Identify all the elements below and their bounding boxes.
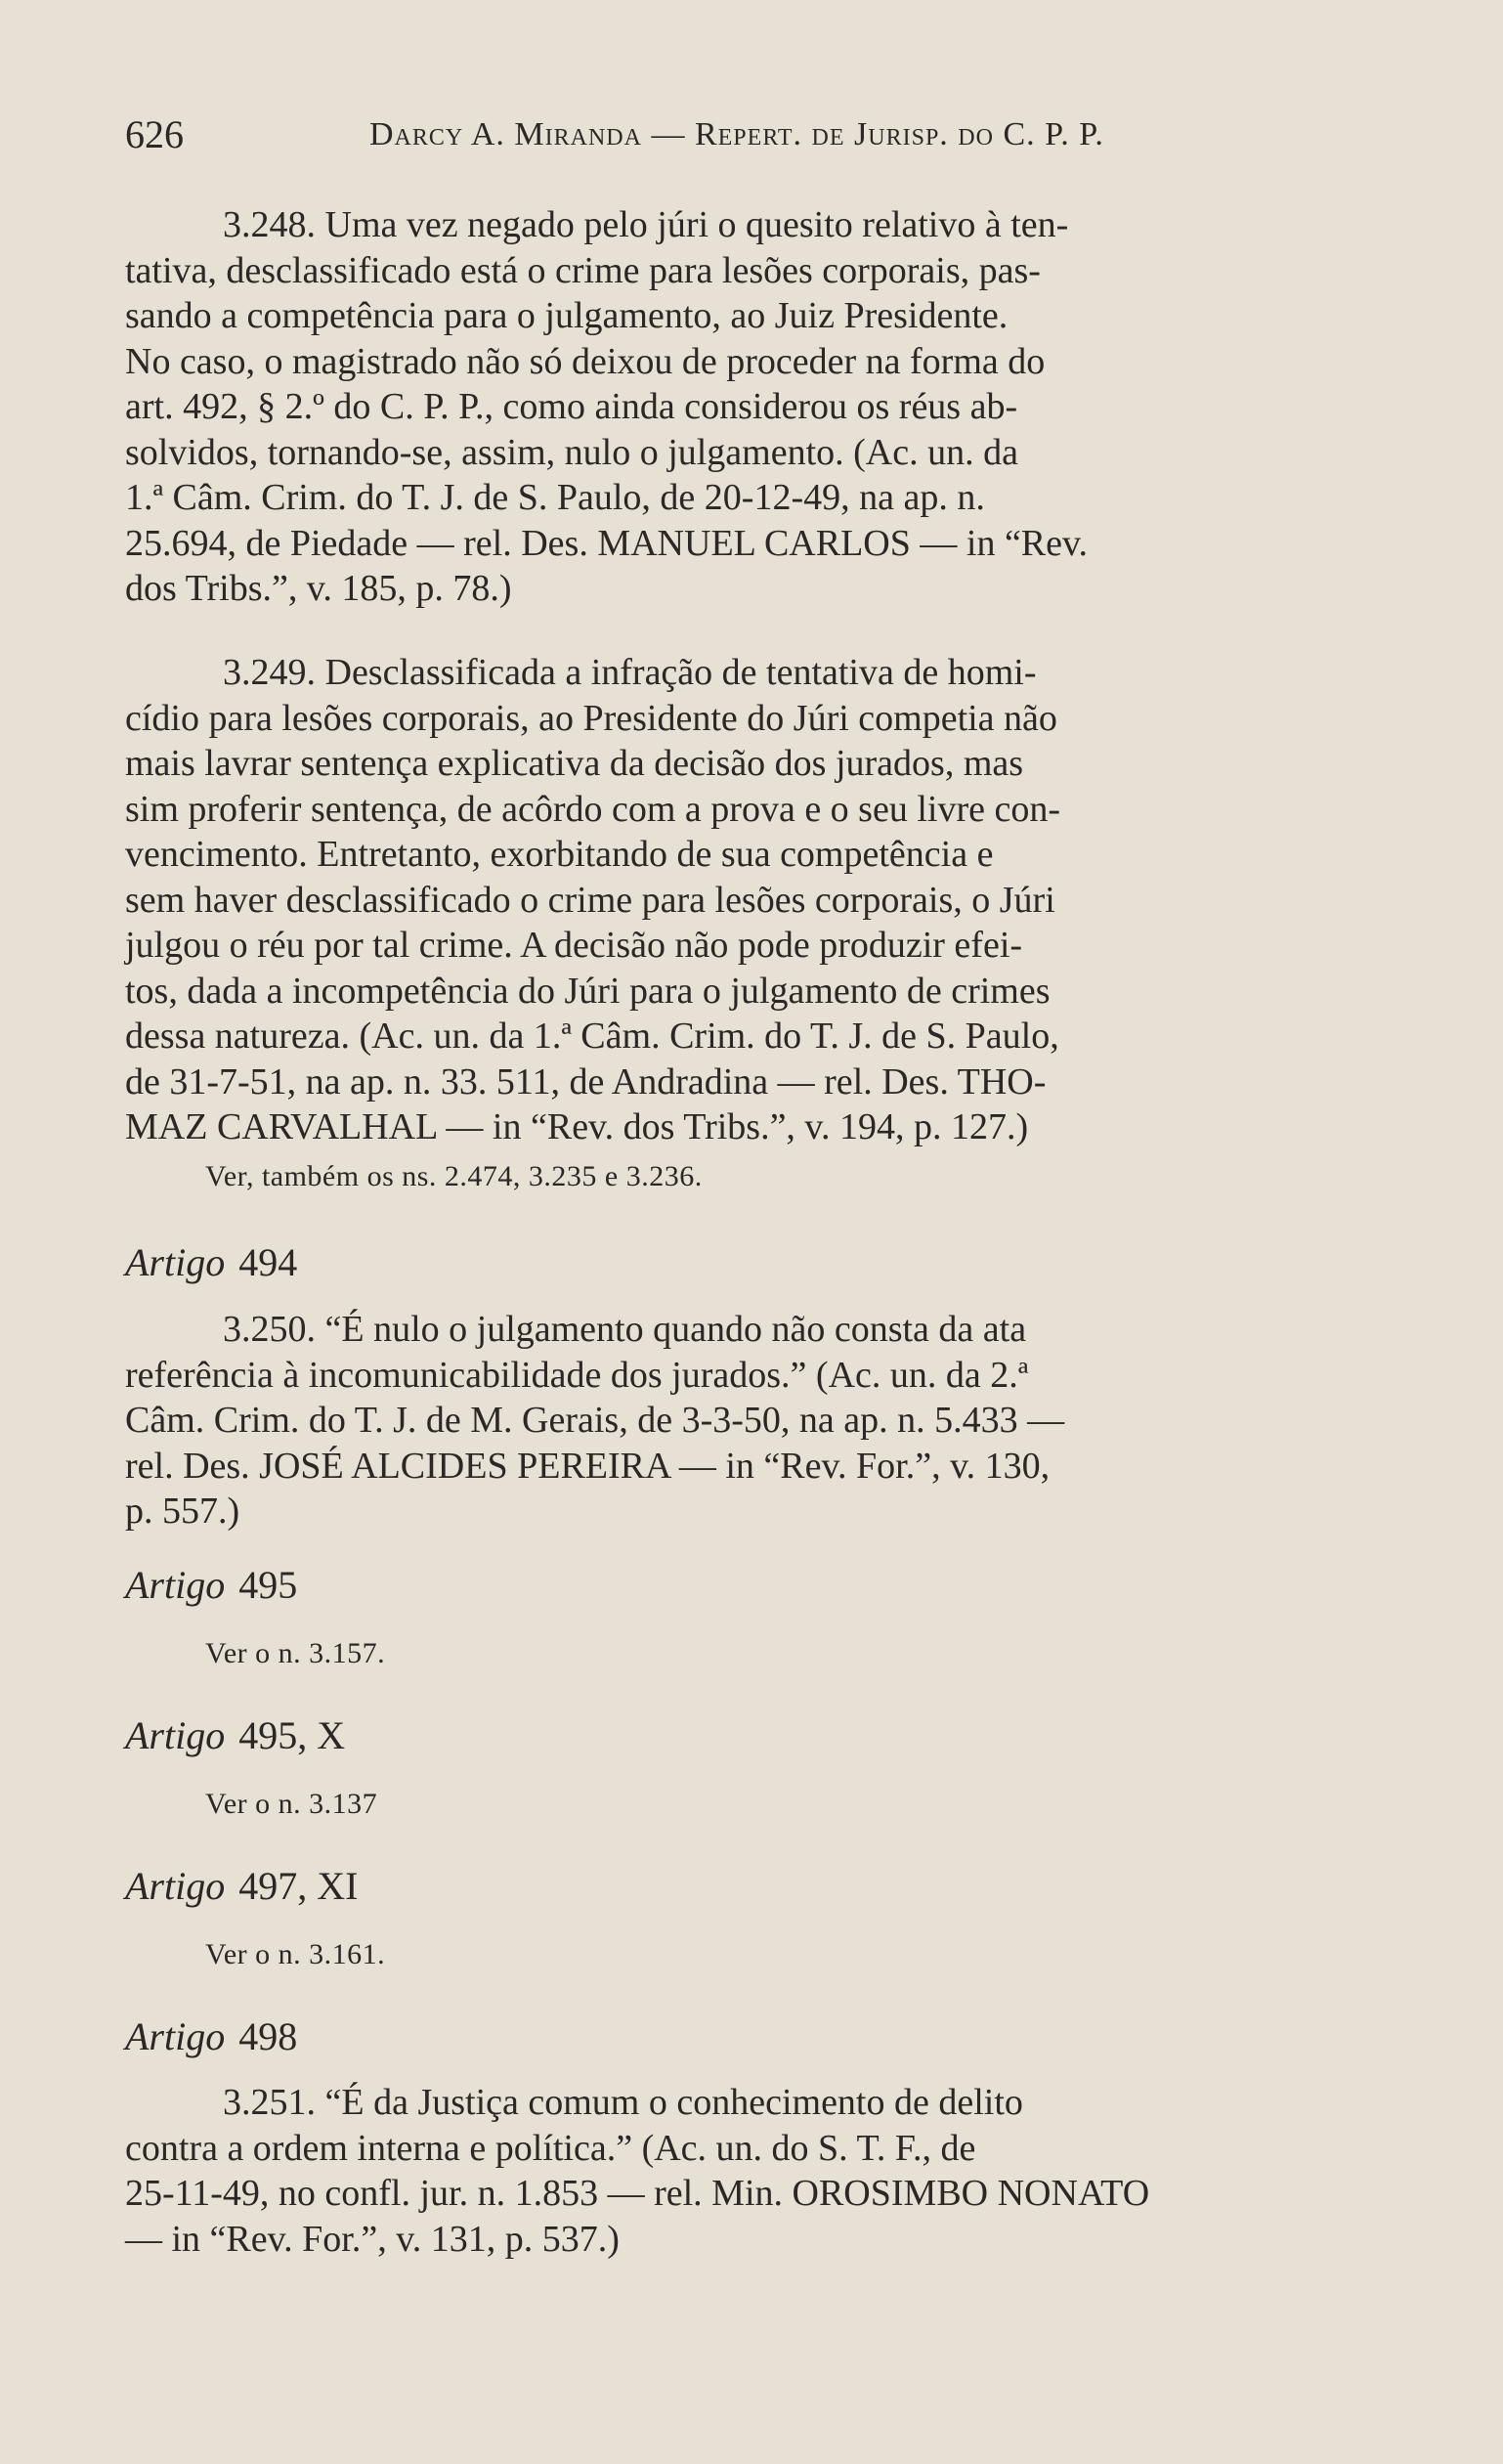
entry-line: sando a competência para o julgamento, ao Juiz Presidente. xyxy=(125,295,1009,336)
entry-line: 3.248. Uma vez negado pelo júri o quesito relativo à ten- xyxy=(223,204,1069,245)
entry-3251 xyxy=(125,2080,1400,2262)
entry-line: Câm. Crim. do T. J. de M. Gerais, de 3-3-50, na ap. n. 5.433 — xyxy=(125,1400,1065,1441)
entry-3249 xyxy=(125,650,1400,1150)
article-number: 495, X xyxy=(238,1713,346,1757)
entry-line: MAZ CARVALHAL — in “Rev. dos Tribs.”, v. 194, p. 127.) xyxy=(125,1106,1029,1147)
article-heading-495-x xyxy=(125,1712,345,1758)
entry-line: 1.ª Câm. Crim. do T. J. de S. Paulo, de 20-12-49, na ap. n. xyxy=(125,477,985,518)
entry-line: julgou o réu por tal crime. A decisão não pode produzir efei- xyxy=(125,925,1023,966)
article-number: 497, XI xyxy=(238,1864,359,1908)
entry-line: art. 492, § 2.º do C. P. P., como ainda considerou os réus ab- xyxy=(125,386,1018,427)
article-heading-495 xyxy=(125,1562,297,1608)
entry-line: p. 557.) xyxy=(125,1491,240,1532)
entry-line: tos, dada a incompetência do Júri para o julgamento de crimes xyxy=(125,970,1051,1012)
entry-line: 3.251. “É da Justiça comum o conhecimento de delito xyxy=(223,2082,1023,2123)
article-word: Artigo xyxy=(125,1563,226,1607)
article-word: Artigo xyxy=(125,1240,226,1284)
entry-line: vencimento. Entretanto, exorbitando de sua competência e xyxy=(125,834,994,875)
article-word: Artigo xyxy=(125,1713,226,1757)
entry-line: rel. Des. JOSÉ ALCIDES PEREIRA — in “Rev. For.”, v. 130, xyxy=(125,1445,1051,1487)
entry-line: 25.694, de Piedade — rel. Des. MANUEL CARLOS — in “Rev. xyxy=(125,522,1089,564)
see-also-note: Ver o n. 3.137 xyxy=(205,1788,378,1820)
entry-line: contra a ordem interna e política.” (Ac. un. do S. T. F., de xyxy=(125,2127,976,2169)
article-heading-498 xyxy=(125,2013,297,2059)
entry-line: sem haver desclassificado o crime para lesões corporais, o Júri xyxy=(125,879,1055,921)
article-heading-497-xi xyxy=(125,1863,358,1909)
entry-line: 3.250. “É nulo o julgamento quando não consta da ata xyxy=(223,1309,1027,1350)
entry-line: solvidos, tornando-se, assim, nulo o julgamento. (Ac. un. da xyxy=(125,431,1018,473)
see-also-note: Ver o n. 3.161. xyxy=(205,1938,386,1970)
entry-line: de 31-7-51, na ap. n. 33. 511, de Andradina — rel. Des. THO- xyxy=(125,1060,1047,1102)
article-heading-494 xyxy=(125,1239,297,1285)
entry-line: 3.249. Desclassificada a infração de tentativa de homi- xyxy=(223,652,1037,693)
see-also-note: Ver, também os ns. 2.474, 3.235 e 3.236. xyxy=(205,1160,703,1192)
entry-line: mais lavrar sentença explicativa da decisão dos jurados, mas xyxy=(125,743,1024,784)
see-also-note: Ver o n. 3.157. xyxy=(205,1637,386,1669)
entry-line: tativa, desclassificado está o crime para lesões corporais, pas- xyxy=(125,249,1041,291)
entry-line: cídio para lesões corporais, ao Presidente do Júri competia não xyxy=(125,697,1057,739)
article-number: 498 xyxy=(238,2014,298,2058)
entry-line: dessa natureza. (Ac. un. da 1.ª Câm. Crim. do T. J. de S. Paulo, xyxy=(125,1016,1059,1057)
page-header xyxy=(125,106,1400,164)
page-number: 626 xyxy=(125,112,184,156)
entry-line: sim proferir sentença, de acôrdo com a prova e o seu livre con- xyxy=(125,788,1060,830)
entry-line: 25-11-49, no confl. jur. n. 1.853 — rel. Min. OROSIMBO NONATO xyxy=(125,2173,1150,2214)
article-word: Artigo xyxy=(125,1864,226,1908)
entry-line: — in “Rev. For.”, v. 131, p. 537.) xyxy=(125,2218,620,2260)
article-number: 495 xyxy=(238,1563,298,1607)
article-number: 494 xyxy=(238,1240,298,1284)
article-word: Artigo xyxy=(125,2014,226,2058)
entry-line: dos Tribs.”, v. 185, p. 78.) xyxy=(125,568,512,609)
running-title: Darcy A. Miranda — Repert. de Jurisp. do C. P. P. xyxy=(369,116,1104,152)
entry-line: No caso, o magistrado não só deixou de proceder na forma do xyxy=(125,340,1046,382)
entry-3248 xyxy=(125,202,1400,612)
entry-line: referência à incomunicabilidade dos jurados.” (Ac. un. da 2.ª xyxy=(125,1354,1029,1396)
entry-3250 xyxy=(125,1307,1400,1535)
